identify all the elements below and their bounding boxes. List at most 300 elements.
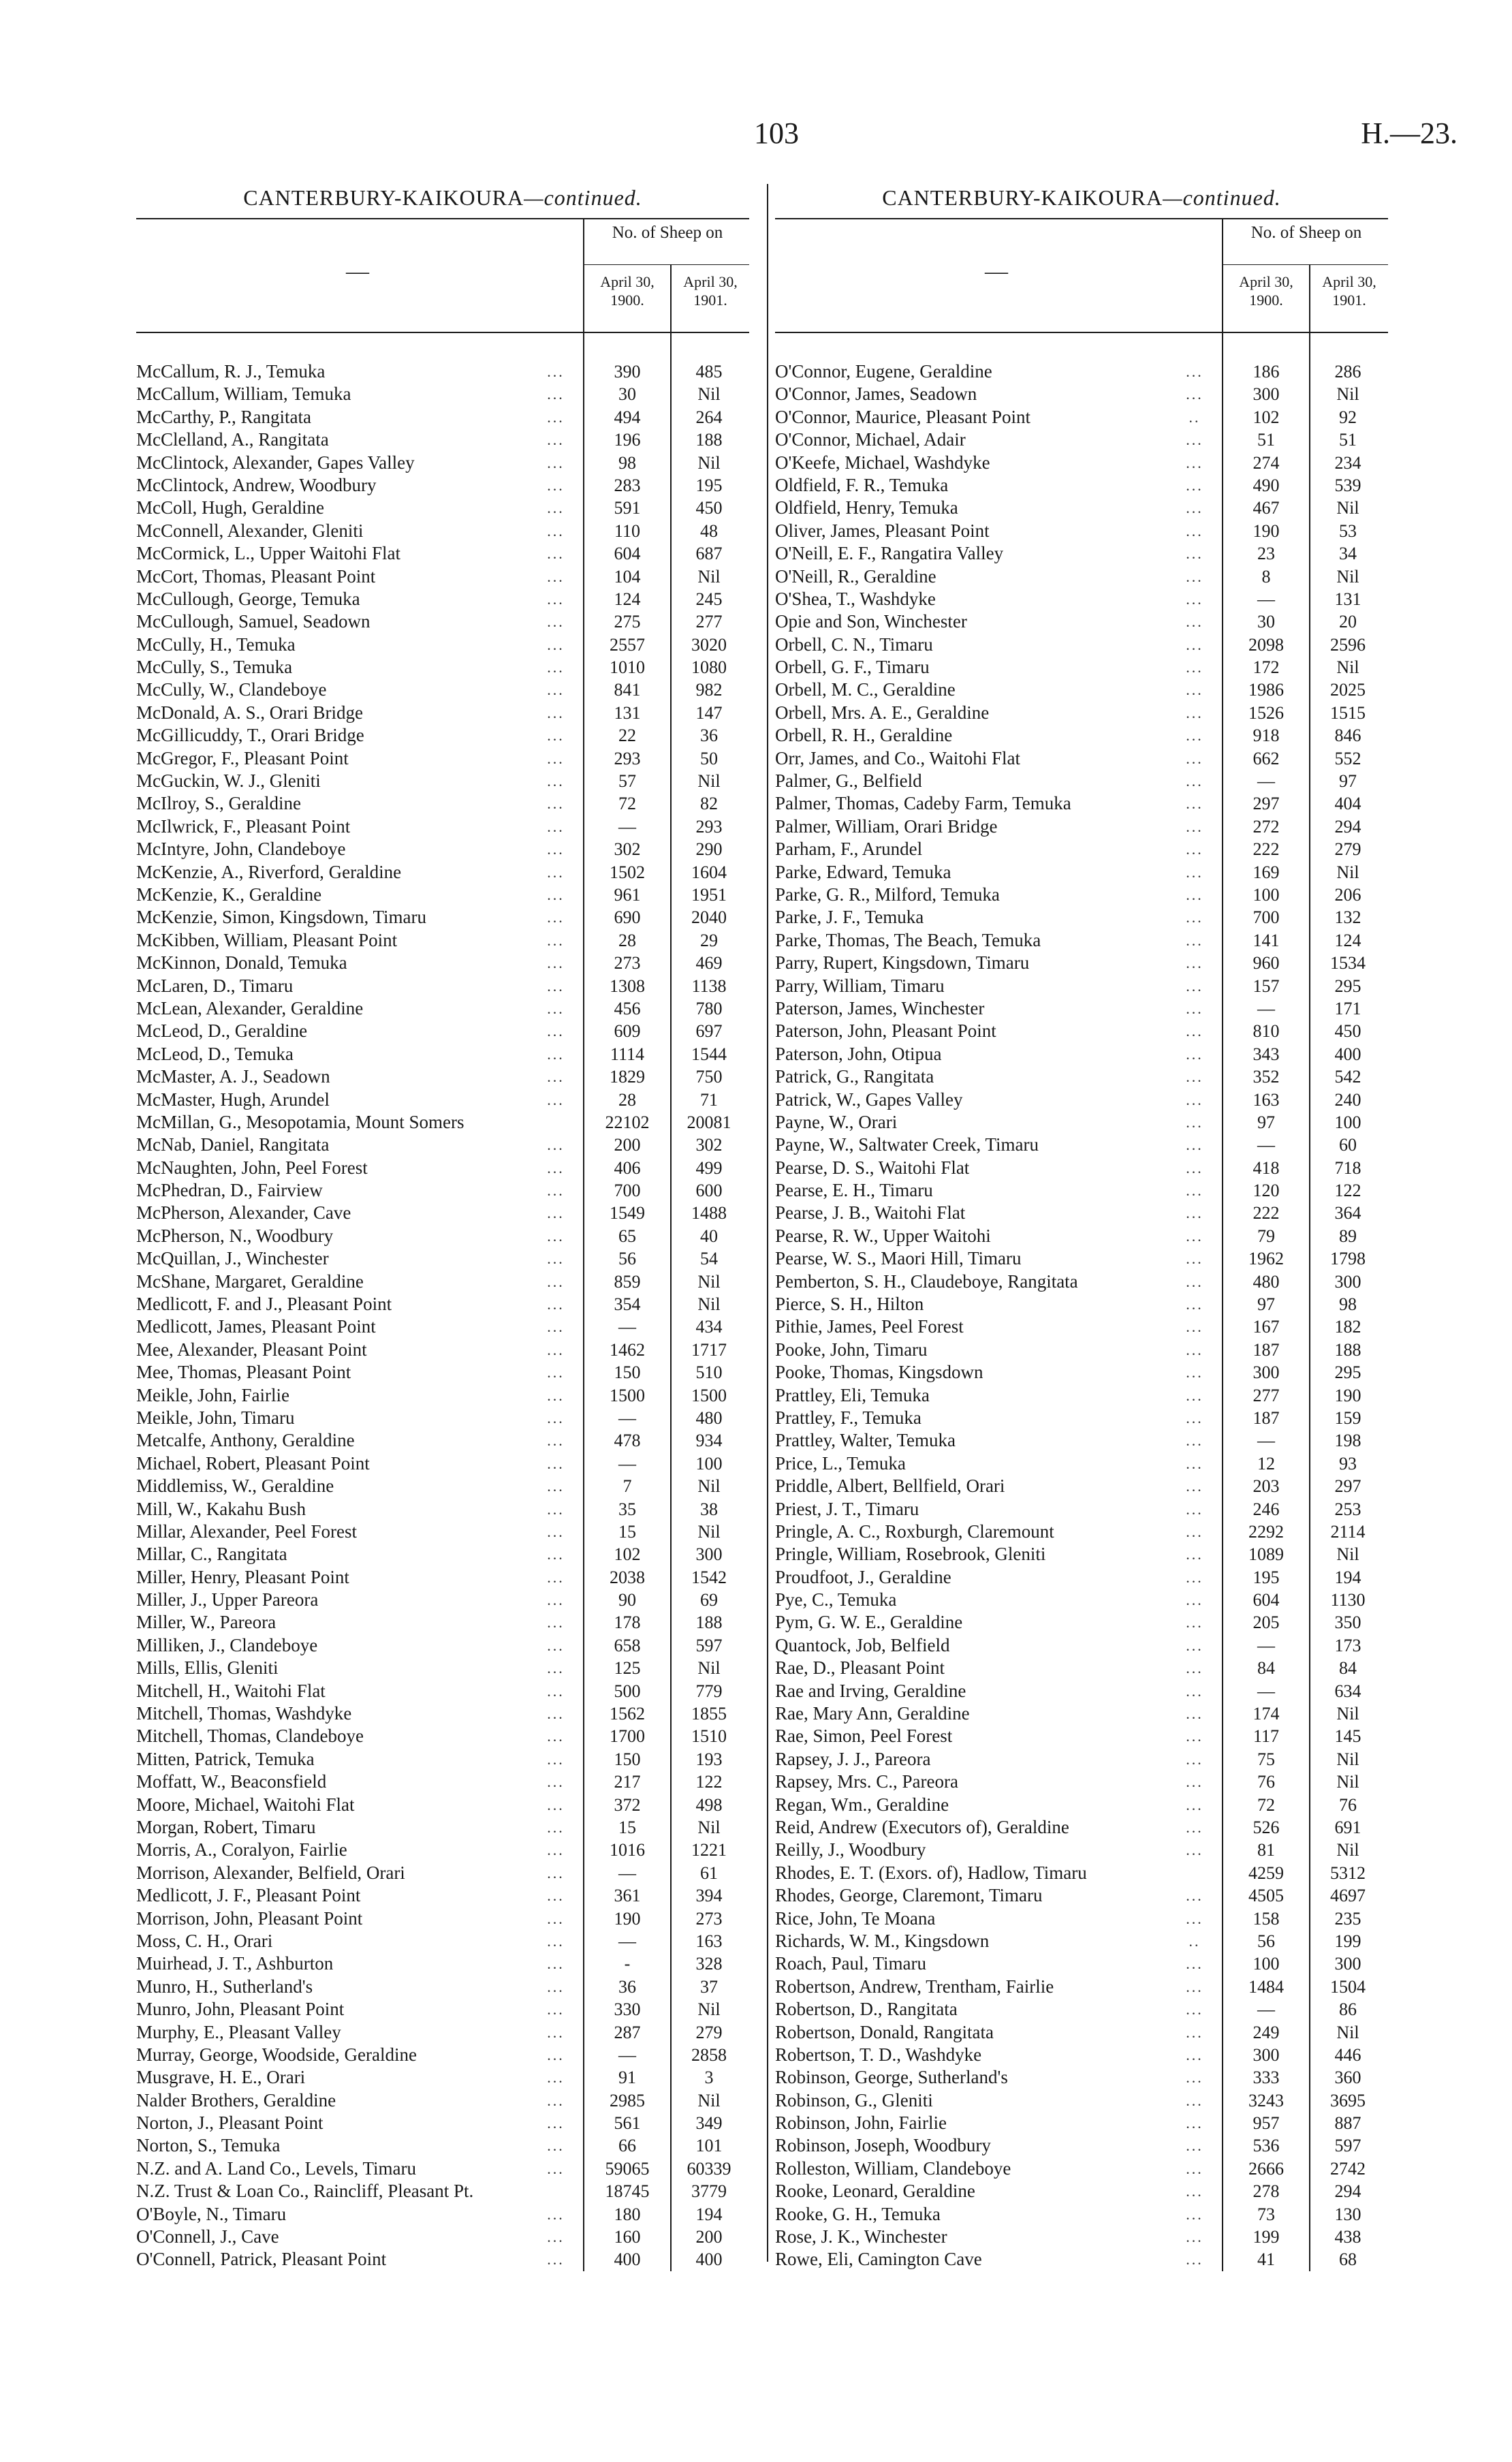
table-row	[136, 1998, 749, 2021]
sheep-1901: 718	[1334, 1157, 1361, 1178]
sheep-1900: 169	[1253, 862, 1280, 882]
leader-dots: ...	[547, 1591, 565, 1609]
owner-name: Parke, Edward, Temuka	[775, 861, 951, 882]
sheep-1900: 222	[1253, 1203, 1280, 1224]
owner-name: McKinnon, Donald, Temuka	[136, 952, 347, 973]
leader-dots: ...	[1186, 567, 1203, 585]
table-row	[136, 1384, 749, 1407]
sheep-1901: 360	[1334, 2068, 1361, 2088]
owner-name: McCullough, George, Temuka	[136, 588, 360, 609]
table-row	[775, 906, 1388, 929]
owner-name: McCullough, Samuel, Seadown	[136, 611, 371, 632]
table-row	[775, 588, 1388, 610]
sheep-1900: 490	[1253, 475, 1280, 495]
table-body	[775, 333, 1388, 2271]
leader-dots: ...	[1186, 1318, 1203, 1336]
sheep-1901: 235	[1334, 1908, 1361, 1929]
sheep-1901: 273	[695, 1908, 723, 1929]
table-row	[136, 884, 749, 906]
leader-dots: ...	[547, 567, 565, 585]
owner-name: McCallum, William, Temuka	[136, 384, 351, 405]
owner-name: McCort, Thomas, Pleasant Point	[136, 565, 376, 587]
table-row	[136, 610, 749, 633]
leader-dots: ...	[1186, 1841, 1203, 1859]
leader-dots: ...	[547, 1932, 565, 1950]
leader-dots: ...	[1186, 1136, 1203, 1154]
leader-dots: ...	[547, 1432, 565, 1450]
table-row	[136, 2203, 749, 2226]
sheep-1900: 418	[1253, 1157, 1280, 1178]
leader-dots: ...	[547, 1750, 565, 1768]
sheep-1901: 400	[1334, 1044, 1361, 1064]
owner-name: Palmer, G., Belfield	[775, 770, 922, 792]
table-row	[775, 1202, 1388, 1224]
table-row	[775, 838, 1388, 860]
sheep-1900: 275	[614, 612, 641, 632]
owner-name: Moss, C. H., Orari	[136, 1930, 273, 1951]
sheep-1901: 76	[1339, 1794, 1357, 1815]
leader-dots: ...	[547, 1182, 565, 1200]
sheep-1900: —	[1257, 1135, 1275, 1155]
sheep-1901: 199	[1334, 1931, 1361, 1951]
table-row	[775, 406, 1388, 428]
leader-dots: ...	[1186, 1568, 1203, 1586]
table-row	[136, 1247, 749, 1270]
owner-name: Robertson, Donald, Rangitata	[775, 2021, 994, 2042]
sheep-1900: 199	[1253, 2227, 1280, 2247]
leader-dots: ...	[1186, 363, 1203, 380]
owner-name: McNaughten, John, Peel Forest	[136, 1157, 368, 1178]
year-1900-header: April 30, 1900.	[600, 273, 655, 309]
sheep-1901: Nil	[1336, 2022, 1359, 2042]
leader-dots: ...	[1186, 590, 1203, 608]
leader-dots: ...	[547, 2091, 565, 2109]
leader-dots: ...	[547, 431, 565, 449]
owner-name: Millar, Alexander, Peel Forest	[136, 1521, 358, 1542]
table-row	[775, 1771, 1388, 1793]
sheep-1900: 30	[618, 384, 636, 405]
sheep-1900: 100	[1253, 1954, 1280, 1974]
leader-dots: ...	[1186, 1955, 1203, 1973]
sheep-1900: 2292	[1248, 1521, 1284, 1542]
sheep-1901: 3020	[691, 634, 727, 655]
leader-dots: ...	[1186, 636, 1203, 653]
sheep-1900: 297	[1253, 794, 1280, 814]
sheep-1900: 287	[614, 2022, 641, 2042]
leader-dots: ...	[547, 749, 565, 767]
table-row	[136, 1407, 749, 1429]
leader-dots: ...	[547, 1659, 565, 1677]
table-row	[775, 975, 1388, 997]
owner-name: Morrison, John, Pleasant Point	[136, 1907, 363, 1929]
table-row	[775, 383, 1388, 405]
sheep-1901: 206	[1334, 884, 1361, 905]
sheep-1901: 29	[700, 930, 718, 950]
owner-name: Pemberton, S. H., Claudeboye, Rangitata	[775, 1271, 1078, 1292]
owner-name: Mitchell, Thomas, Washdyke	[136, 1703, 352, 1724]
sheep-1901: 100	[695, 1453, 723, 1474]
sheep-1901: 98	[1339, 1294, 1357, 1315]
leader-dots: ...	[1186, 1523, 1203, 1540]
leader-dots: ...	[1186, 1705, 1203, 1723]
owner-name: Orbell, R. H., Geraldine	[775, 725, 953, 746]
owner-name: Parke, J. F., Temuka	[775, 907, 924, 928]
leader-dots: ...	[1186, 1682, 1203, 1700]
owner-name: Rice, John, Te Moana	[775, 1907, 936, 1929]
table-row	[775, 1134, 1388, 1156]
sheep-1901: 634	[1334, 1681, 1361, 1701]
sheep-1900: —	[618, 1931, 636, 1951]
leader-dots: ...	[1186, 1386, 1203, 1404]
sheep-1900: 172	[1253, 657, 1280, 678]
owner-name: Priddle, Albert, Bellfield, Orari	[775, 1476, 1005, 1497]
owner-name: McKenzie, K., Geraldine	[136, 884, 322, 905]
sheep-1901: 145	[1334, 1726, 1361, 1747]
owner-name: Medlicott, James, Pleasant Point	[136, 1316, 376, 1337]
owner-name: Pym, G. W. E., Geraldine	[775, 1612, 963, 1633]
owner-name: O'Connor, Eugene, Geraldine	[775, 361, 992, 381]
table-header	[775, 218, 1388, 333]
leader-dots: ...	[547, 681, 565, 699]
leader-dots: ...	[547, 454, 565, 471]
sheep-1901: 86	[1339, 1999, 1357, 2020]
sheep-1900: 163	[1253, 1089, 1280, 1110]
sheep-1900: 300	[1253, 1362, 1280, 1383]
leader-dots: ...	[547, 999, 565, 1017]
leader-dots: ...	[1186, 1227, 1203, 1245]
sheep-1900: 203	[1253, 1476, 1280, 1497]
table-row	[775, 1952, 1388, 1975]
leader-dots: ...	[547, 1409, 565, 1427]
sheep-1901: 124	[1334, 930, 1361, 950]
table-row	[775, 1589, 1388, 1611]
owner-name: Pearse, W. S., Maori Hill, Timaru	[775, 1248, 1022, 1269]
sheep-1900: 195	[1253, 1567, 1280, 1587]
sheep-1900: 76	[1257, 1772, 1275, 1792]
table-row	[775, 679, 1388, 701]
table-row	[136, 770, 749, 792]
sheep-1900: 59065	[605, 2158, 650, 2179]
column-title-continued: —continued.	[1163, 185, 1281, 210]
table-row	[775, 1816, 1388, 1839]
sheep-1900: 278	[1253, 2181, 1280, 2202]
leader-dots: ...	[1186, 2046, 1203, 2063]
leader-dots: ...	[547, 386, 565, 403]
table-row	[136, 952, 749, 974]
leader-dots: ...	[547, 1386, 565, 1404]
sheep-1901: 1221	[691, 1840, 727, 1860]
table-row	[136, 2089, 749, 2112]
sheep-1901: 159	[1334, 1407, 1361, 1428]
leader-dots: ...	[1186, 1068, 1203, 1086]
sheep-1901: 3695	[1330, 2090, 1366, 2110]
sheep-1900: 120	[1253, 1181, 1280, 1201]
sheep-1901: 253	[1334, 1499, 1361, 1519]
sheep-1901: 750	[695, 1067, 723, 1087]
sheep-1901: 1951	[691, 884, 727, 905]
leader-dots: ...	[547, 1568, 565, 1586]
leader-dots: ...	[547, 1978, 565, 1995]
leader-dots: ...	[1186, 841, 1203, 858]
sheep-1901: 37	[700, 1976, 718, 1997]
leader-dots: ...	[1186, 1500, 1203, 1518]
table-row	[136, 656, 749, 679]
sheep-1900: 3243	[1248, 2090, 1284, 2110]
owner-name: Rhodes, E. T. (Exors. of), Hadlow, Timaru	[775, 1862, 1087, 1883]
sheep-1901: 190	[1334, 1385, 1361, 1405]
owner-name: O'Connor, Maurice, Pleasant Point	[775, 406, 1030, 427]
table-row	[775, 497, 1388, 519]
owner-name: McCormick, L., Upper Waitohi Flat	[136, 543, 401, 564]
leader-dots: ...	[1186, 522, 1203, 540]
sheep-1901: 300	[1334, 1271, 1361, 1292]
sheep-1901: 173	[1334, 1635, 1361, 1655]
owner-name: McGregor, F., Pleasant Point	[136, 747, 349, 768]
sheep-1900: 361	[614, 1886, 641, 1906]
owner-name: Musgrave, H. E., Orari	[136, 2067, 306, 2088]
owner-name: McClintock, Andrew, Woodbury	[136, 474, 377, 495]
sheep-1901: Nil	[697, 566, 721, 587]
leader-dots: ...	[1186, 1432, 1203, 1450]
owner-name: Middlemiss, W., Geraldine	[136, 1476, 334, 1497]
leader-dots: ...	[547, 363, 565, 380]
table-row	[136, 428, 749, 451]
page-number: 103	[754, 116, 799, 150]
owner-name: Robertson, D., Rangitata	[775, 1999, 958, 2020]
sheep-1901: 597	[1334, 2136, 1361, 2156]
sheep-1901: 480	[695, 1407, 723, 1428]
table-row	[136, 1634, 749, 1657]
owner-name: Rowe, Eli, Camington Cave	[775, 2249, 982, 2270]
table-row	[136, 1816, 749, 1839]
owner-name: Medlicott, F. and J., Pleasant Point	[136, 1294, 392, 1315]
owner-name: Robertson, Andrew, Trentham, Fairlie	[775, 1976, 1054, 1997]
sheep-1900: —	[618, 1453, 636, 1474]
table-row	[136, 1589, 749, 1611]
sheep-1900: 1986	[1248, 680, 1284, 700]
owner-name: O'Shea, T., Washdyke	[775, 588, 936, 609]
sheep-1900: 190	[614, 1908, 641, 1929]
table-row	[775, 1839, 1388, 1861]
owner-name: McIlwrick, F., Pleasant Point	[136, 815, 351, 837]
leader-dots: ...	[1186, 2069, 1203, 2087]
owner-name: Robinson, John, Fairlie	[775, 2113, 947, 2134]
owner-name: Rolleston, William, Clandeboye	[775, 2157, 1011, 2179]
table-row	[775, 747, 1388, 770]
table-row	[775, 1862, 1388, 1884]
sheep-1900: 90	[618, 1590, 636, 1610]
leader-dots: ...	[1186, 999, 1203, 1017]
owner-name: Pithie, James, Peel Forest	[775, 1316, 964, 1337]
sheep-1900: 23	[1257, 544, 1275, 564]
sheep-1900: 1700	[610, 1726, 645, 1747]
owner-name: Rae and Irving, Geraldine	[775, 1680, 966, 1701]
table-row	[136, 1657, 749, 1679]
leader-dots: ...	[1186, 817, 1203, 835]
sheep-1901: 3779	[691, 2181, 727, 2202]
table-row	[775, 884, 1388, 906]
leader-dots: ...	[547, 2228, 565, 2246]
sheep-1900: 18745	[605, 2181, 650, 2202]
leader-dots: ...	[547, 795, 565, 813]
leader-dots: ...	[547, 476, 565, 494]
owner-name: McPhedran, D., Fairview	[136, 1180, 323, 1201]
leader-dots: ...	[1186, 1978, 1203, 1995]
table-row	[136, 1429, 749, 1452]
sheep-1901: 194	[1334, 1567, 1361, 1587]
leader-dots: ...	[1186, 1728, 1203, 1745]
sheep-1901: 846	[1334, 726, 1361, 746]
leader-dots: ...	[547, 613, 565, 631]
sheep-1901: 234	[1334, 452, 1361, 473]
sheep-1900: 302	[614, 839, 641, 860]
table-row	[775, 1930, 1388, 1952]
leader-dots: ...	[547, 1887, 565, 1905]
sheep-1900: 2557	[610, 634, 645, 655]
table-row	[136, 1862, 749, 1884]
name-column-header: —	[985, 259, 1008, 284]
sheep-1901: 48	[700, 520, 718, 541]
sheep-1900: 478	[614, 1431, 641, 1451]
sheep-1900: —	[618, 816, 636, 837]
owner-name: McKenzie, A., Riverford, Geraldine	[136, 861, 402, 882]
leader-dots: ...	[547, 545, 565, 563]
owner-name: Pearse, D. S., Waitohi Flat	[775, 1157, 970, 1178]
owner-name: Patrick, G., Rangitata	[775, 1066, 934, 1087]
sheep-1901: 446	[1334, 2044, 1361, 2065]
owner-name: Parry, William, Timaru	[775, 975, 945, 996]
owner-name: McKenzie, Simon, Kingsdown, Timaru	[136, 907, 427, 928]
sheep-1901: 93	[1339, 1453, 1357, 1474]
sheep-1901: 69	[700, 1590, 718, 1610]
table-row	[136, 702, 749, 724]
sheep-1901: Nil	[697, 384, 721, 405]
sheep-1901: 2858	[691, 2044, 727, 2065]
table-row	[136, 838, 749, 860]
owner-name: McPherson, N., Woodbury	[136, 1225, 334, 1246]
leader-dots: ...	[547, 841, 565, 858]
sheep-1900: —	[1257, 1431, 1275, 1451]
sheep-1900: 22102	[605, 1112, 650, 1132]
owner-name: McConnell, Alexander, Gleniti	[136, 520, 364, 541]
owner-name: McMaster, Hugh, Arundel	[136, 1089, 330, 1110]
leader-dots: ...	[547, 2251, 565, 2269]
sheep-1901: 240	[1334, 1089, 1361, 1110]
sheep-1900: 125	[614, 1658, 641, 1679]
leader-dots: ...	[547, 1636, 565, 1654]
leader-dots: ...	[1186, 1159, 1203, 1177]
sheep-1901: 1544	[691, 1044, 727, 1064]
owner-name: Palmer, William, Orari Bridge	[775, 815, 998, 837]
sheep-1900: 178	[614, 1612, 641, 1633]
table-row	[775, 1611, 1388, 1634]
sheep-1900: 157	[1253, 976, 1280, 996]
leader-dots: ...	[1186, 1636, 1203, 1654]
leader-dots: ...	[547, 1045, 565, 1063]
sheep-1901: 600	[695, 1181, 723, 1201]
leader-dots: ...	[1186, 1478, 1203, 1495]
sheep-1901: Nil	[697, 1521, 721, 1542]
sheep-1901: 122	[1334, 1181, 1361, 1201]
sheep-1901: 54	[700, 1249, 718, 1269]
year-1901-header: April 30, 1901.	[683, 273, 738, 309]
owner-name: Pooke, John, Timaru	[775, 1339, 928, 1360]
sheep-1901: 302	[695, 1135, 723, 1155]
table-row	[136, 1725, 749, 1747]
sheep-1900: 22	[618, 726, 636, 746]
owner-name: McLaren, D., Timaru	[136, 975, 294, 996]
owner-name: Paterson, John, Otipua	[775, 1043, 942, 1064]
leader-dots: ...	[547, 2160, 565, 2177]
sheep-1900: 84	[1257, 1658, 1275, 1679]
table-row	[775, 1384, 1388, 1407]
sheep-1900: 91	[618, 2068, 636, 2088]
owner-name: Priest, J. T., Timaru	[775, 1498, 919, 1519]
leader-dots: ...	[547, 1478, 565, 1495]
owner-name: Norton, S., Temuka	[136, 2135, 281, 2156]
owner-name: McClelland, A., Rangitata	[136, 429, 329, 450]
leader-dots: ...	[1186, 1250, 1203, 1268]
leader-dots: ...	[1186, 1341, 1203, 1358]
owner-name: Oldfield, Henry, Temuka	[775, 497, 958, 518]
sheep-1900: —	[618, 1317, 636, 1337]
leader-dots: ...	[1186, 386, 1203, 403]
leader-dots: ...	[1186, 1910, 1203, 1927]
table-row	[136, 1680, 749, 1702]
sheep-1900: 158	[1253, 1908, 1280, 1929]
table-row	[136, 1020, 749, 1042]
leader-dots: ...	[547, 1841, 565, 1859]
leader-dots: ...	[1186, 1591, 1203, 1609]
leader-dots: ...	[547, 909, 565, 926]
leader-dots: ...	[1186, 1296, 1203, 1313]
owner-name: Orbell, M. C., Geraldine	[775, 679, 956, 700]
leader-dots: ...	[547, 2115, 565, 2132]
sheep-1900: 658	[614, 1635, 641, 1655]
owner-name: Orbell, Mrs. A. E., Geraldine	[775, 702, 990, 723]
sheep-1901: 130	[1334, 2204, 1361, 2224]
table-row	[136, 929, 749, 952]
owner-name: Muirhead, J. T., Ashburton	[136, 1953, 334, 1974]
sheep-1901: 469	[695, 953, 723, 973]
leader-dots: ...	[547, 954, 565, 972]
leader-dots: ...	[547, 499, 565, 517]
owner-name: Robertson, T. D., Washdyke	[775, 2044, 982, 2065]
sheep-1900: 187	[1253, 1339, 1280, 1360]
sheep-1901: 163	[695, 1931, 723, 1951]
left-column	[136, 184, 749, 2271]
leader-dots: ...	[1186, 1364, 1203, 1382]
sheep-1901: Nil	[1336, 862, 1359, 882]
owner-name: Moore, Michael, Waitohi Flat	[136, 1794, 355, 1815]
owner-name: Parke, Thomas, The Beach, Temuka	[775, 929, 1041, 950]
leader-dots: ...	[547, 1614, 565, 1632]
owner-name: McKibben, William, Pleasant Point	[136, 929, 398, 950]
sheep-1901: 349	[695, 2113, 723, 2134]
sheep-1901: 38	[700, 1499, 718, 1519]
owner-name: Rae, Simon, Peel Forest	[775, 1726, 953, 1747]
sheep-1900: 75	[1257, 1749, 1275, 1769]
leader-dots: ...	[547, 977, 565, 995]
sheep-1900: 36	[618, 1976, 636, 1997]
sheep-1901: 50	[700, 748, 718, 768]
leader-dots: ...	[1186, 1091, 1203, 1108]
sheep-1900: 131	[614, 702, 641, 723]
leader-dots: ...	[1186, 1454, 1203, 1472]
leader-dots: ...	[1186, 1182, 1203, 1200]
owner-name: McIlroy, S., Geraldine	[136, 793, 301, 814]
sheep-1901: 100	[1334, 1112, 1361, 1132]
